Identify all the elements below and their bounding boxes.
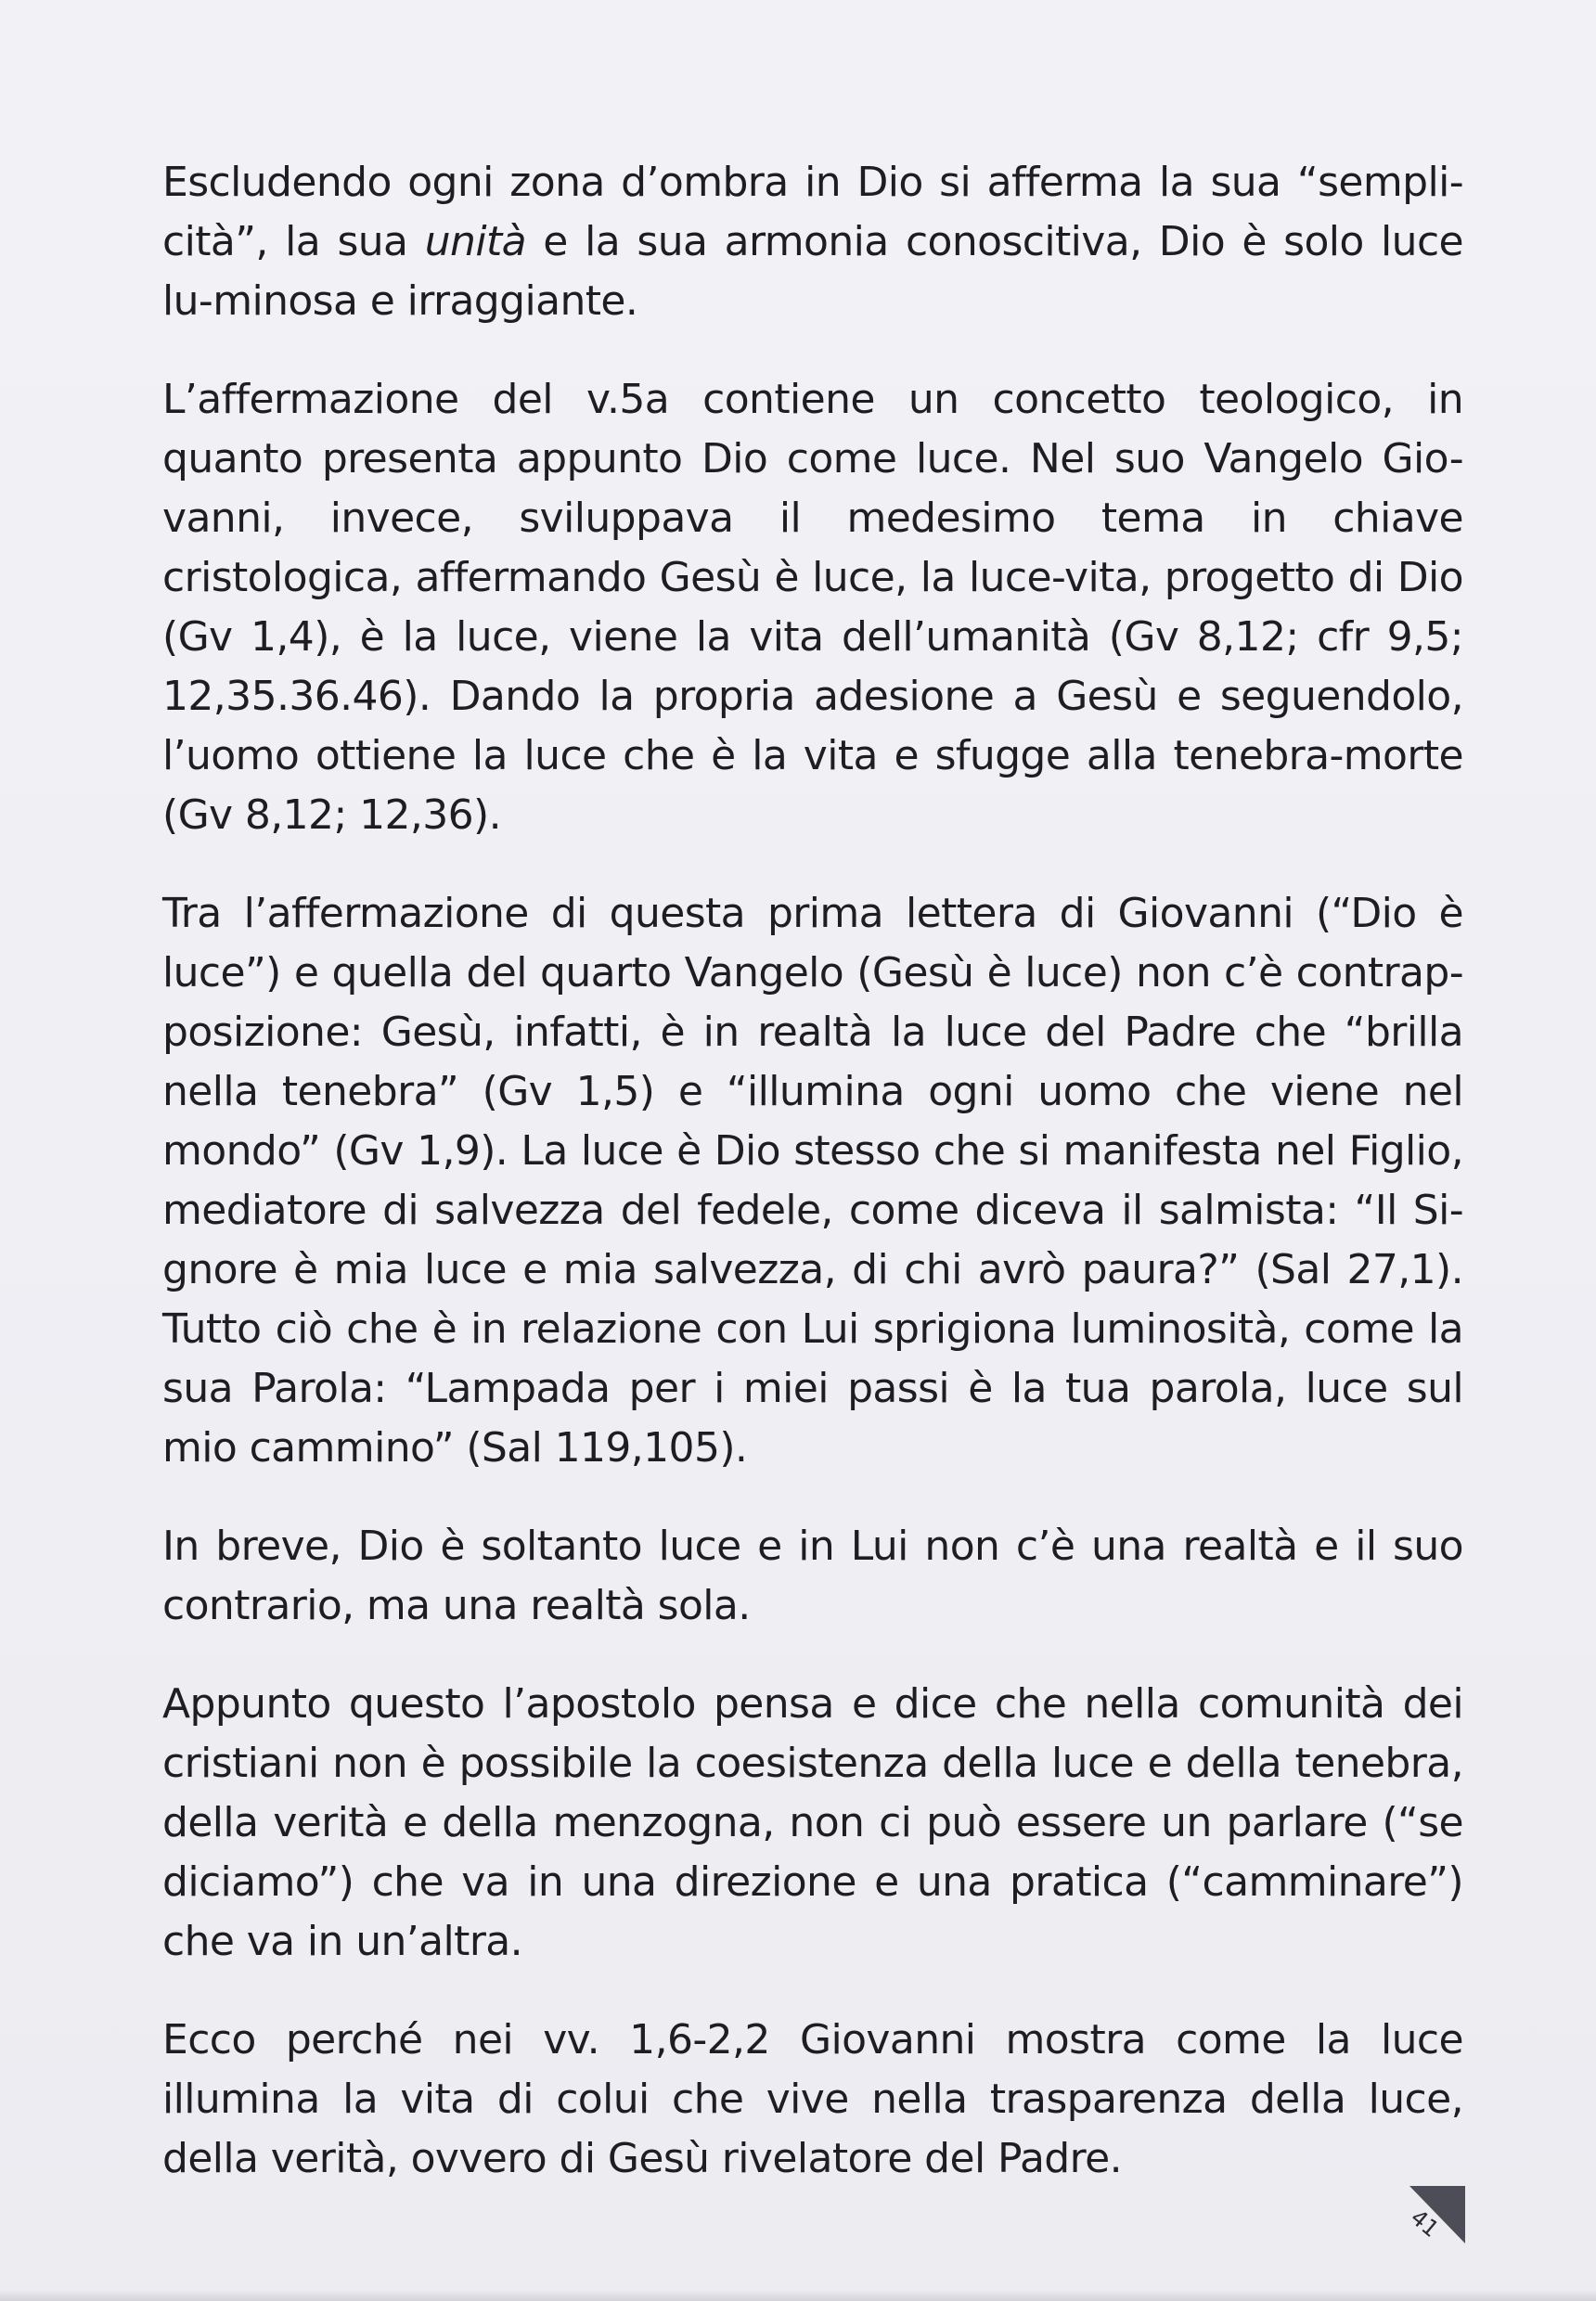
paragraph-1 (162, 153, 1463, 331)
page-bottom-shadow (0, 2290, 1596, 2301)
paragraph-2: L’affermazione del v.5a contiene un concetto teologico, in quanto presenta appunto Dio come luce. Nel suo Vangelo Gio-vanni, invece, sviluppava il medesimo tema in chiave cristologica, affermando Gesù è luce, la luce-vita, progetto di Dio (Gv 1,4), è la luce, viene la vita dell’umanità (Gv 8,12; cfr 9,5; 12,35.36.46). Dando la propria adesione a Gesù e seguendolo, l’uomo ottiene la luce che è la vita e sfugge alla tenebra-morte (Gv 8,12; 12,36). (162, 376, 1463, 839)
paragraph-1-segment-1: Escludendo ogni zona d’ombra in Dio si afferma la sua “sempli-cità”, la sua (162, 159, 1463, 265)
paragraph-3: Tra l’affermazione di questa prima lettera di Giovanni (“Dio è luce”) e quella del quarto Vangelo (Gesù è luce) non c’è contrap-posizione: Gesù, infatti, è in realtà la luce del Padre che “brilla nella tenebra” (Gv 1,5) e “illumina ogni uomo che viene nel mondo” (Gv 1,9). La luce è Dio stesso che si manifesta nel Figlio, mediatore di salvezza del fedele, come diceva il salmista: “Il Si-gnore è mia luce e mia salvezza, di chi avrò paura?” (Sal 27,1). Tutto ciò che è in relazione con Lui sprigiona luminosità, come la sua Parola: “Lampada per i miei passi è la tua parola, luce sul mio cammino” (Sal 119,105). (162, 890, 1463, 1472)
paragraph-5: Appunto questo l’apostolo pensa e dice che nella comunità dei cristiani non è possibile la coesistenza della luce e della tenebra, della verità e della menzogna, non ci può essere un parlare (“se diciamo”) che va in una direzione e una pratica (“camminare”) che va in un’altra. (162, 1680, 1463, 1965)
paragraph-1-segment-3: e la sua armonia conoscitiva, Dio è solo luce lu-minosa e irraggiante. (162, 218, 1464, 325)
paragraph-4: In breve, Dio è soltanto luce e in Lui non c’è una realtà e il suo contrario, ma una realtà sola. (162, 1523, 1463, 1629)
page-number: 41 (1405, 2204, 1445, 2243)
emphasis-word-unita: unità (424, 218, 526, 265)
body-text (162, 153, 1463, 2189)
paragraph-6: Ecco perché nei vv. 1,6-2,2 Giovanni mostra come la luce illumina la vita di colui che vive nella trasparenza della luce, della verità, ovvero di Gesù rivelatore del Padre. (162, 2016, 1463, 2182)
